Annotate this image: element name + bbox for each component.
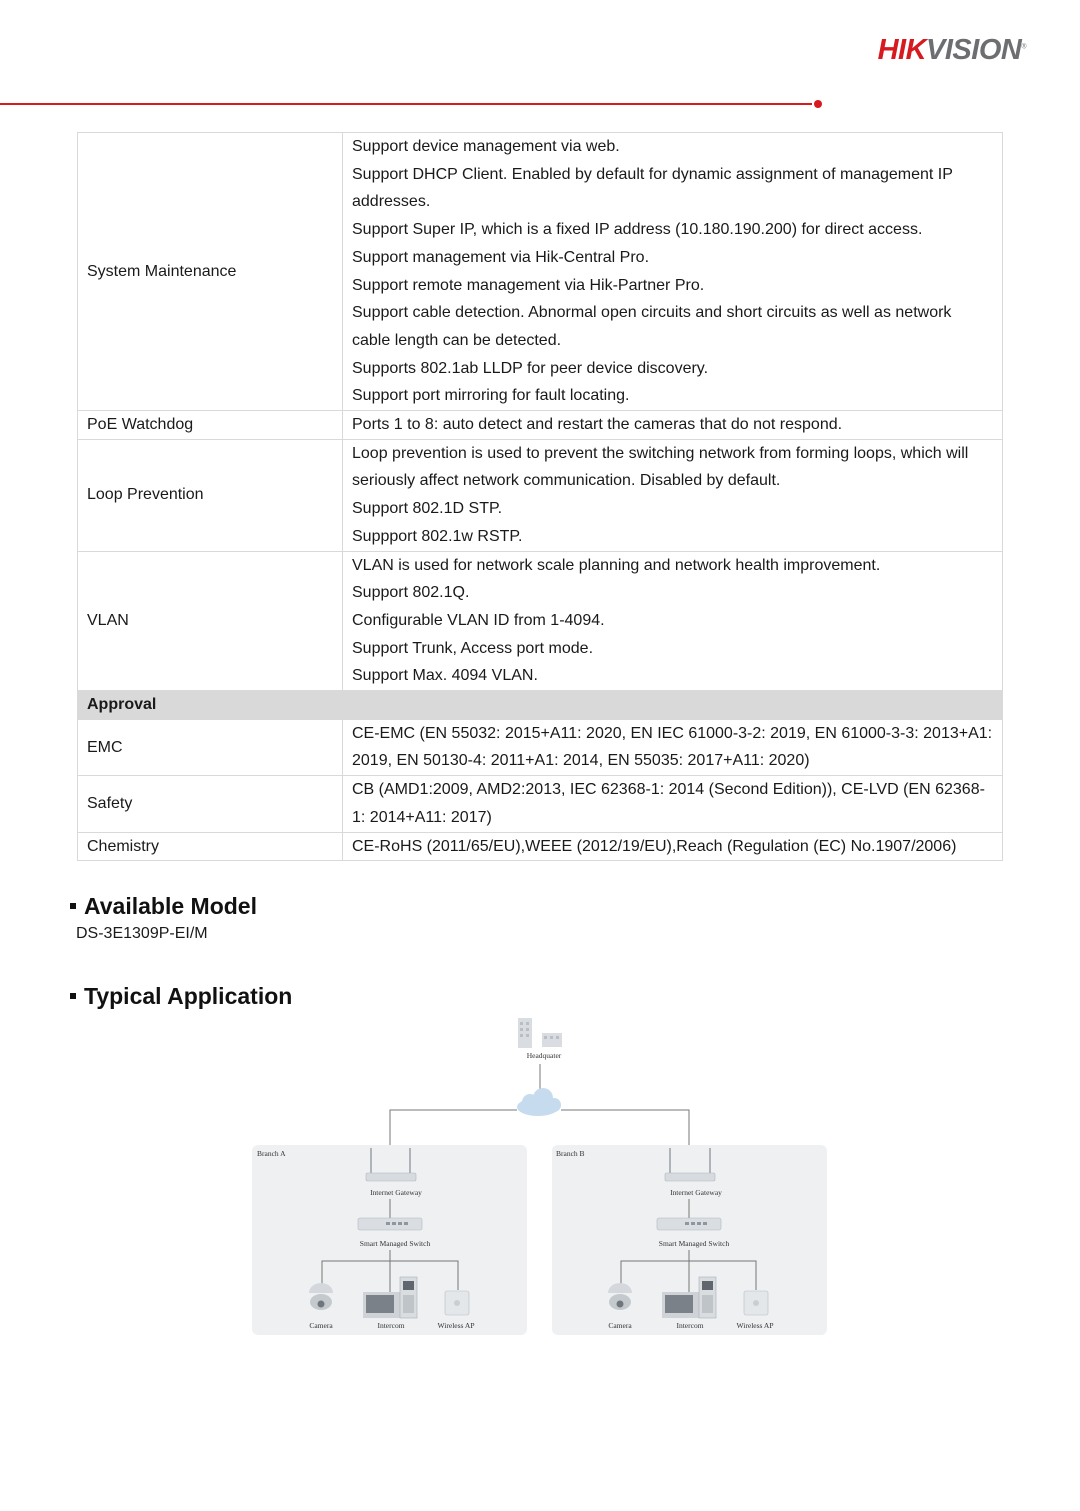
spec-line: Supports 802.1ab LLDP for peer device discovery.: [352, 359, 709, 377]
spec-line: CB (AMD1:2009, AMD2:2013, IEC 62368-1: 2014 (Second Edition)), CE-LVD (EN 62368-1: 2014+A11: 2017): [352, 781, 985, 826]
spec-line: Ports 1 to 8: auto detect and restart the cameras that do not respond.: [352, 416, 843, 434]
spec-line: VLAN is used for network scale planning and network health improvement.: [352, 556, 881, 574]
spec-line: Loop prevention is used to prevent the switching network from forming loops, which will seriously affect network communication. Disabled by default.: [352, 444, 969, 490]
table-row: [78, 439, 1003, 551]
logo-red-part: HIK: [877, 34, 927, 66]
section-row-approval: [78, 691, 1003, 720]
header-rule: [0, 103, 812, 105]
building-icon: [518, 1018, 562, 1048]
row-value: [343, 439, 1003, 551]
model-number: DS-3E1309P-EI/M: [76, 925, 208, 942]
spec-line: Support remote management via Hik-Partner Pro.: [352, 276, 705, 294]
switch-label: Smart Managed Switch: [359, 1239, 431, 1248]
device-label: Wireless AP: [736, 1321, 774, 1330]
row-value: [343, 776, 1003, 832]
table-row: [78, 551, 1003, 691]
branch-a-panel: [252, 1145, 527, 1335]
wireless-ap-icon: [744, 1291, 768, 1315]
switch-label: Smart Managed Switch: [658, 1239, 730, 1248]
row-label: Loop Prevention: [78, 439, 343, 551]
spec-table: [77, 132, 1003, 861]
branch-label: Branch A: [257, 1149, 286, 1158]
row-value: [343, 719, 1003, 775]
row-label: Safety: [78, 776, 343, 832]
logo-gray-part: VISION: [926, 34, 1022, 66]
spec-line: Support device management via web.: [352, 138, 620, 155]
row-label: VLAN: [78, 551, 343, 691]
gateway-label: Internet Gateway: [670, 1188, 722, 1197]
gateway-label: Internet Gateway: [370, 1188, 422, 1197]
heading-text: Typical Application: [84, 983, 293, 1009]
table-row: [78, 776, 1003, 832]
device-label: Intercom: [676, 1321, 704, 1330]
section-title: Approval: [78, 691, 1003, 720]
row-value: [343, 551, 1003, 691]
row-label: EMC: [78, 719, 343, 775]
device-label: Camera: [608, 1321, 632, 1330]
table-row: [78, 133, 1003, 411]
branch-label: Branch B: [556, 1149, 585, 1158]
spec-line: Support Trunk, Access port mode.: [352, 639, 594, 657]
spec-line: Support 802.1D STP.: [352, 500, 503, 518]
spec-line: Suppport 802.1w RSTP.: [352, 527, 523, 545]
device-label: Camera: [309, 1321, 333, 1330]
spec-line: CE-RoHS (2011/65/EU),WEEE (2012/19/EU),Reach (Regulation (EC) No.1907/2006): [352, 837, 957, 855]
registered-mark: ®: [1021, 43, 1026, 51]
spec-line: Support Super IP, which is a fixed IP address (10.180.190.200) for direct access.: [352, 221, 923, 239]
spec-line: Configurable VLAN ID from 1-4094.: [352, 611, 605, 629]
available-model-heading: [70, 893, 257, 920]
bullet-icon: [70, 993, 76, 999]
typical-application-heading: [70, 983, 292, 1010]
row-label: Chemistry: [78, 832, 343, 861]
spec-line: Support DHCP Client. Enabled by default for dynamic assignment of management IP addresses.: [352, 165, 953, 211]
cloud-icon: [517, 1088, 561, 1116]
spec-line: CE-EMC (EN 55032: 2015+A11: 2020, EN IEC 61000-3-2: 2019, EN 61000-3-3: 2013+A1: 2019, EN 50130-4: 2011+A1: 2014, EN 55035: 2017+A11: 2020): [352, 724, 993, 770]
device-label: Wireless AP: [437, 1321, 475, 1330]
row-label: PoE Watchdog: [78, 411, 343, 440]
spec-line: Support port mirroring for fault locating.: [352, 387, 630, 405]
spec-line: Support 802.1Q.: [352, 584, 470, 602]
hikvision-logo: [878, 34, 1026, 67]
spec-line: Support cable detection. Abnormal open circuits and short circuits as well as network cable length can be detected.: [352, 304, 952, 349]
row-label: System Maintenance: [78, 133, 343, 411]
spec-line: Support Max. 4094 VLAN.: [352, 667, 538, 685]
table-row: [78, 411, 1003, 440]
device-label: Intercom: [377, 1321, 405, 1330]
hq-label: Headquater: [526, 1051, 562, 1060]
heading-text: Available Model: [84, 893, 257, 919]
row-value: [343, 411, 1003, 440]
bullet-icon: [70, 903, 76, 909]
switch-icon: [358, 1218, 422, 1230]
network-topology-diagram: [250, 1015, 830, 1337]
branch-b-panel: [552, 1145, 827, 1335]
row-value: [343, 832, 1003, 861]
table-row: [78, 832, 1003, 861]
table-row: [78, 719, 1003, 775]
spec-line: Support management via Hik-Central Pro.: [352, 248, 650, 266]
header-rule-dot: [814, 100, 822, 108]
row-value: [343, 133, 1003, 411]
wireless-ap-icon: [445, 1291, 469, 1315]
switch-icon: [657, 1218, 721, 1230]
